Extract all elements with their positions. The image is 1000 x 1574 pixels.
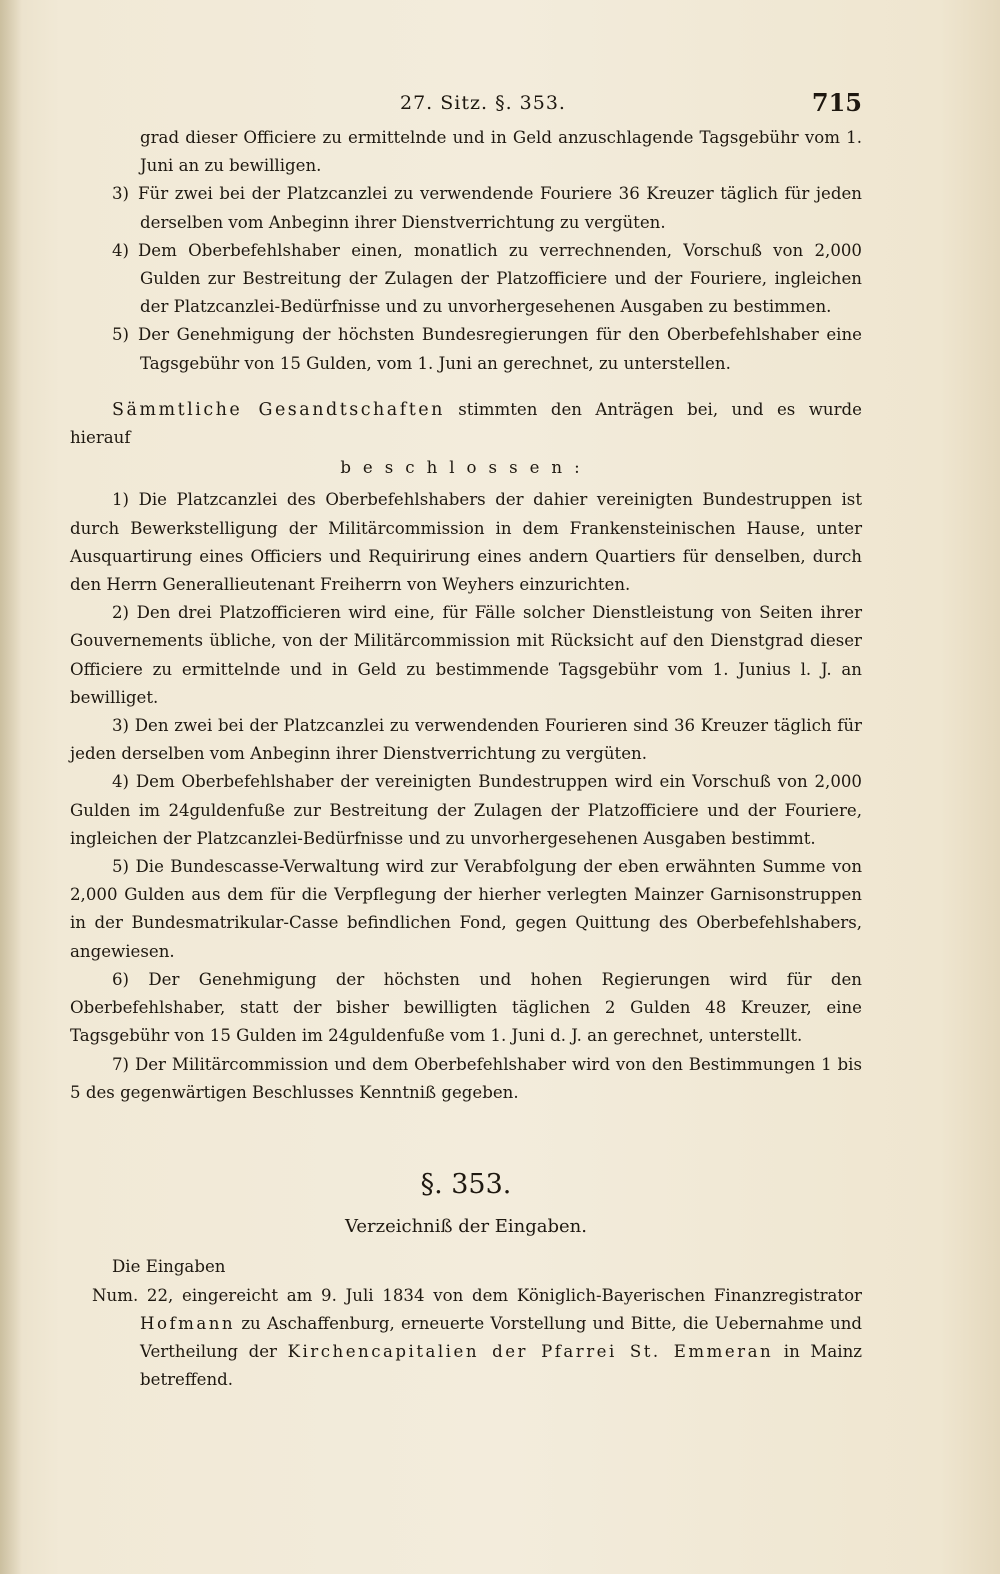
resolution-text: Den drei Platzofficieren wird eine, für Fälle solcher Dienstleistung von Seiten ihrer Gouvernements übliche, von der Militärcommission mit Rücksicht auf den Dienstgrad dieser Officiere zu ermittelnde und in Geld zu bestimmende Tagsgebühr vom 1. Junius l. J. an bewilliget. xyxy=(70,603,862,707)
binding-shadow xyxy=(0,0,22,1574)
section-subtitle: Verzeichniß der Eingaben. xyxy=(345,1216,587,1238)
running-head: 27. Sitz. §. 353. xyxy=(400,92,566,114)
list-item-text: Der Genehmigung der höchsten Bundesregierungen für den Oberbefehlshaber eine Tagsgebühr von 15 Gulden, vom 1. Juni an gerechnet, zu unterstellen. xyxy=(138,325,862,373)
resolution-text: Den zwei bei der Platzcanzlei zu verwendenden Fourieren sind 36 Kreuzer täglich für jeden derselben vom Anbeginn ihrer Dienstverrichtung zu vergüten. xyxy=(70,716,862,764)
page-number: 715 xyxy=(811,88,862,117)
page-body xyxy=(70,124,862,1394)
list-item-text: Dem Oberbefehlshaber einen, monatlich zu verrechnenden, Vorschuß von 2,000 Gulden zur Bestreitung der Zulagen der Platzofficiere und der Fouriere, ingleichen der Platzcanzlei-Bedürfnisse und zu unvorhergesehenen Ausgaben zu bestimmen. xyxy=(138,240,862,317)
resolution-number: 5) xyxy=(112,857,130,877)
list-item xyxy=(70,180,862,236)
list-item-number: 5) xyxy=(112,325,130,345)
page-header xyxy=(0,88,1000,122)
resolution-number: 7) xyxy=(112,1054,130,1074)
list-item-number: 4) xyxy=(112,240,130,260)
beschlossen-heading: beschlossen: xyxy=(340,458,592,478)
resolution-number: 6) xyxy=(112,969,130,989)
entry-prefix: Num. 22, eingereicht am 9. Juli 1834 von dem Königlich-Bayerischen Finanzregistrator xyxy=(92,1285,862,1305)
resolution-item xyxy=(70,768,862,853)
resolution-intro-spaced: Sämmtliche Gesandtschaften xyxy=(112,399,445,420)
resolution-text: Die Bundescasse-Verwaltung wird zur Verabfolgung der eben erwähnten Summe von 2,000 Gulden aus dem für die Verpflegung der hierher verlegten Mainzer Garnisonstruppen in der Bundesmatrikular-Casse befindlichen Fond, gegen Quittung des Oberbefehlshabers, angewiesen. xyxy=(70,857,863,961)
resolution-item xyxy=(70,599,862,712)
list-item-text: grad dieser Officiere zu ermittelnde und in Geld anzuschlagende Tagsgebühr vom 1. Juni an zu bewilligen. xyxy=(140,128,862,176)
resolution-item xyxy=(70,1051,862,1107)
list-item xyxy=(70,237,862,322)
entry-middle: zu Aschaffenburg, erneuerte Vorstellung und Bitte, die Uebernahme und Vertheilung der xyxy=(140,1313,862,1361)
resolution-item xyxy=(70,966,862,1051)
resolution-text: Der Militärcommission und dem Oberbefehlshaber wird von den Bestimmungen 1 bis 5 des gegenwärtigen Beschlusses Kenntniß gegeben. xyxy=(70,1054,862,1102)
resolution-intro xyxy=(70,396,862,452)
resolution-text: Der Genehmigung der höchsten und hohen Regierungen wird für den Oberbefehlshaber, statt der bisher bewilligten täglichen 2 Gulden 48 Kreuzer, eine Tagsgebühr von 15 Gulden im 24guldenfuße vom 1. Juni d. J. an gerechnet, unterstellt. xyxy=(70,969,862,1046)
eingabe-entry xyxy=(70,1282,862,1395)
entry-spaced: Kirchencapitalien der Pfarrei St. Emmeran xyxy=(287,1341,774,1361)
resolution-number: 3) xyxy=(112,716,130,736)
section-title: §. 353. xyxy=(420,1168,512,1200)
resolution-number: 2) xyxy=(112,603,130,623)
resolution-intro-text: stimmten den Anträgen bei, und es wurde hierauf xyxy=(70,399,862,448)
entry-name: Hofmann xyxy=(140,1313,236,1333)
list-item-continuation xyxy=(70,124,862,180)
entry-suffix: in Mainz betreffend. xyxy=(140,1341,863,1390)
eingaben-label: Die Eingaben xyxy=(112,1257,226,1277)
resolution-item xyxy=(70,853,862,966)
resolution-number: 4) xyxy=(112,772,130,792)
resolution-item xyxy=(70,712,862,768)
list-item-text: Für zwei bei der Platzcanzlei zu verwendende Fouriere 36 Kreuzer täglich für jeden derselben vom Anbeginn ihrer Dienstverrichtung zu vergüten. xyxy=(138,184,862,232)
list-item-number: 3) xyxy=(112,184,130,204)
resolution-number: 1) xyxy=(112,490,130,510)
resolution-item xyxy=(70,486,862,599)
resolution-text: Die Platzcanzlei des Oberbefehlshabers der dahier vereinigten Bundestruppen ist durch Bewerkstelligung der Militärcommission in dem Frankensteinischen Hause, unter Ausquartirung eines Officiers und Requirirung eines andern Quartiers für denselben, durch den Herrn Generallieutenant Freiherrn von Weyhers einzurichten. xyxy=(70,490,862,595)
list-item xyxy=(70,321,862,377)
resolution-text: Dem Oberbefehlshaber der vereinigten Bundestruppen wird ein Vorschuß von 2,000 Gulden im 24guldenfuße zur Bestreitung der Zulagen der Platzofficiere und der Fouriere, ingleichen der Platzcanzlei-Bedürfnisse und zu unvorhergesehenen Ausgaben bestimmt. xyxy=(70,772,862,848)
